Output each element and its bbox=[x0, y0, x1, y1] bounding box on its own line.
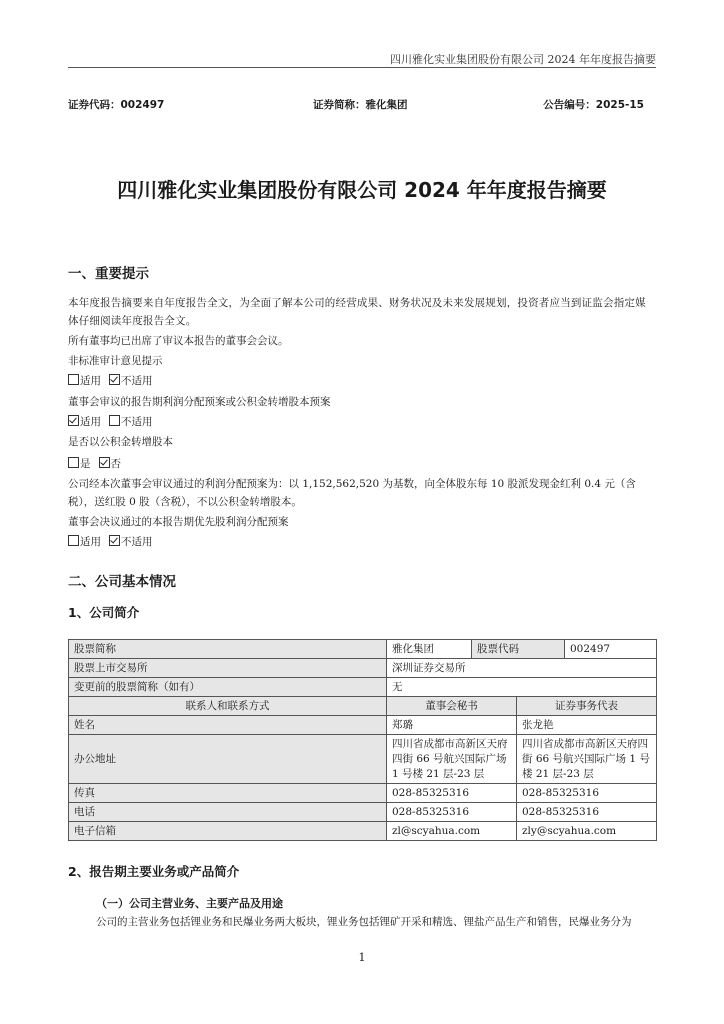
checkbox-checked-icon bbox=[109, 535, 120, 546]
table-cell: zl@scyahua.com bbox=[387, 822, 517, 841]
notice-paragraph-3: 非标准审计意见提示 bbox=[68, 355, 163, 367]
main-business-subheading: （一）公司主营业务、主要产品及用途 bbox=[96, 897, 283, 910]
preferred-share-options bbox=[68, 533, 656, 551]
running-header: 四川雅化实业集团股份有限公司 2024 年年度报告摘要 bbox=[390, 53, 656, 66]
checkbox-unchecked-icon bbox=[68, 374, 79, 385]
audit-opinion-options bbox=[68, 372, 656, 390]
section-company-info-heading: 二、公司基本情况 bbox=[68, 574, 176, 590]
option-label: 适用 bbox=[80, 375, 101, 387]
table-cell: 028-85325316 bbox=[387, 803, 517, 822]
profit-distribution-options bbox=[68, 413, 656, 431]
checkbox-unchecked-icon bbox=[68, 457, 79, 468]
company-profile-heading: 1、公司简介 bbox=[68, 605, 140, 620]
table-cell: 深圳证券交易所 bbox=[387, 659, 657, 678]
table-cell: 张龙艳 bbox=[517, 716, 657, 735]
table-cell: zly@scyahua.com bbox=[517, 822, 657, 841]
option-label: 适用 bbox=[80, 536, 101, 548]
company-profile-table bbox=[68, 639, 657, 841]
table-column-header: 董事会秘书 bbox=[387, 697, 517, 716]
page-number: 1 bbox=[358, 951, 366, 964]
section-important-notice-heading: 一、重要提示 bbox=[68, 266, 149, 282]
document-title: 四川雅化实业集团股份有限公司 2024 年年度报告摘要 bbox=[117, 178, 607, 202]
table-row bbox=[69, 697, 657, 716]
option-label: 是 bbox=[80, 458, 91, 470]
notice-number: 公告编号：2025-15 bbox=[543, 99, 644, 111]
table-label: 电话 bbox=[69, 803, 387, 822]
table-cell: 郑璐 bbox=[387, 716, 517, 735]
main-business-heading: 2、报告期主要业务或产品简介 bbox=[68, 864, 240, 879]
table-label: 变更前的股票简称（如有） bbox=[69, 678, 387, 697]
table-cell: 雅化集团 bbox=[387, 640, 472, 659]
reserve-conversion-options bbox=[68, 455, 656, 473]
table-label: 股票上市交易所 bbox=[69, 659, 387, 678]
notice-paragraph-1: 本年度报告摘要来自年度报告全文，为全面了解本公司的经营成果、财务状况及未来发展规划，投资者应当到证监会指定媒体仔细阅读年度报告全文。 bbox=[68, 297, 646, 327]
table-cell: 四川省成都市高新区天府四街 66 号航兴国际广场 1 号楼 21 层-23 层 bbox=[387, 735, 517, 784]
table-cell: 028-85325316 bbox=[387, 784, 517, 803]
checkbox-unchecked-icon bbox=[109, 415, 120, 426]
table-cell: 002497 bbox=[565, 640, 657, 659]
table-row bbox=[69, 678, 657, 697]
checkbox-unchecked-icon bbox=[68, 535, 79, 546]
table-label: 办公地址 bbox=[69, 735, 387, 784]
option-label: 不适用 bbox=[121, 416, 153, 428]
notice-paragraph-4: 董事会审议的报告期利润分配预案或公积金转增股本预案 bbox=[68, 396, 331, 408]
stock-code: 证券代码：002497 bbox=[68, 99, 165, 111]
table-cell: 无 bbox=[387, 678, 657, 697]
stock-abbreviation: 证券简称：雅化集团 bbox=[313, 99, 408, 111]
table-label: 股票简称 bbox=[69, 640, 387, 659]
table-row bbox=[69, 784, 657, 803]
table-cell: 028-85325316 bbox=[517, 803, 657, 822]
table-column-header: 证券事务代表 bbox=[517, 697, 657, 716]
table-row bbox=[69, 640, 657, 659]
option-label: 不适用 bbox=[121, 375, 153, 387]
table-label: 传真 bbox=[69, 784, 387, 803]
option-label: 适用 bbox=[80, 416, 101, 428]
table-row bbox=[69, 803, 657, 822]
notice-paragraph-5: 是否以公积金转增股本 bbox=[68, 436, 173, 448]
document-meta-row bbox=[68, 97, 656, 113]
table-label: 姓名 bbox=[69, 716, 387, 735]
notice-paragraph-2: 所有董事均已出席了审议本报告的董事会会议。 bbox=[68, 335, 289, 347]
table-cell: 028-85325316 bbox=[517, 784, 657, 803]
table-label: 股票代码 bbox=[472, 640, 565, 659]
checkbox-checked-icon bbox=[99, 457, 110, 468]
main-business-paragraph: 公司的主营业务包括锂业务和民爆业务两大板块，锂业务包括锂矿开采和精选、锂盐产品生产和销售，民爆业务分为 bbox=[96, 916, 632, 928]
header-rule bbox=[68, 67, 656, 68]
option-label: 不适用 bbox=[121, 536, 153, 548]
table-row bbox=[69, 822, 657, 841]
profit-distribution-plan-line-2: 税），送红股 0 股（含税），不以公积金转增股本。 bbox=[68, 496, 302, 508]
table-label: 联系人和联系方式 bbox=[69, 697, 387, 716]
table-cell: 四川省成都市高新区天府四街 66 号航兴国际广场 1 号楼 21 层-23 层 bbox=[517, 735, 657, 784]
profit-distribution-plan-line-1: 公司经本次董事会审议通过的利润分配预案为：以 1,152,562,520 为基数，向全体股东每 10 股派发现金红利 0.4 元（含 bbox=[68, 478, 636, 490]
table-row bbox=[69, 659, 657, 678]
table-row bbox=[69, 735, 657, 784]
option-label: 否 bbox=[110, 458, 121, 470]
notice-paragraph-7: 董事会决议通过的本报告期优先股利润分配预案 bbox=[68, 516, 289, 528]
checkbox-checked-icon bbox=[109, 374, 120, 385]
table-label: 电子信箱 bbox=[69, 822, 387, 841]
checkbox-checked-icon bbox=[68, 415, 79, 426]
table-row bbox=[69, 716, 657, 735]
